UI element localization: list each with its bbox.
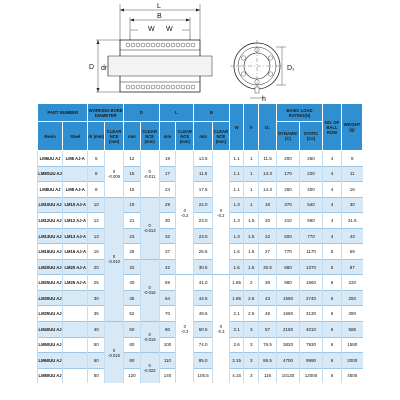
ring-distance-tolerance: 0 -0.2 [213, 151, 230, 275]
ring-distance: 26.5 [194, 244, 213, 260]
slot-height: 1.5 [244, 244, 259, 260]
weight: 2000 [341, 353, 362, 369]
header-dr-mm: dr (mm) [88, 122, 105, 151]
groove-diameter: 116 [259, 368, 277, 383]
static-load: 260 [300, 151, 323, 167]
ball-rows: 4 [323, 197, 342, 213]
bore-diameter: 13 [88, 228, 105, 244]
outer-diameter-tolerance: 0 -0.016 [140, 259, 159, 321]
header-W: W [229, 104, 244, 151]
length: 30 [159, 213, 176, 229]
table-row [38, 322, 363, 338]
dynamic-load: 10130 [276, 368, 299, 383]
dynamic-load: 860 [276, 259, 299, 275]
part-number-steel [63, 337, 88, 353]
ring-distance: 60.5 [194, 322, 213, 338]
dynamic-load: 980 [276, 275, 299, 291]
part-number-steel [63, 306, 88, 322]
ring-distance: 23.0 [194, 228, 213, 244]
part-number-resin: LM60UU AJ [38, 353, 63, 369]
length: 19 [159, 151, 176, 167]
part-number-steel: LM6 AJ-A [63, 151, 88, 167]
table-row [38, 337, 363, 353]
weight: 87 [341, 259, 362, 275]
outer-diameter: 15 [123, 166, 140, 182]
header-D: D [123, 104, 159, 122]
dynamic-load: 770 [276, 244, 299, 260]
outer-diameter-tolerance: 0 -0.019 [140, 322, 159, 353]
part-number-resin: LM40UU AJ [38, 322, 63, 338]
groove-diameter: 86.5 [259, 353, 277, 369]
header-D1: D₁ [259, 104, 277, 151]
header-B-mm: mm [194, 122, 213, 151]
table-row [38, 259, 363, 275]
length: 24 [159, 182, 176, 198]
weight: 69 [341, 244, 362, 260]
length: 42 [159, 259, 176, 275]
header-part-number: PART NUMBER [38, 104, 88, 122]
bore-diameter: 25 [88, 275, 105, 291]
table-row [38, 213, 363, 229]
ring-distance: 17.5 [194, 182, 213, 198]
dim-label-dr: dr [101, 65, 108, 72]
ball-rows: 4 [323, 151, 342, 167]
bore-diameter: 8 [88, 166, 105, 182]
header-basic-load: BASIC LOAD RATING(N) [276, 104, 322, 122]
part-number-steel: LM12 AJ-A [63, 213, 88, 229]
slot-height: 1 [244, 151, 259, 167]
part-number-resin: LM35UU AJ [38, 306, 63, 322]
dim-label-L: L [157, 3, 161, 10]
weight: 585 [341, 322, 362, 338]
length: 140 [159, 368, 176, 383]
bore-diameter: 20 [88, 259, 105, 275]
ball-rows: 6 [323, 306, 342, 322]
part-number-resin: LM12UU AJ [38, 213, 63, 229]
ball-rows: 4 [323, 166, 342, 182]
table-row [38, 306, 363, 322]
outer-diameter: 23 [123, 228, 140, 244]
part-number-resin: LM20UU AJ [38, 259, 63, 275]
ball-rows: 6 [323, 275, 342, 291]
outer-diameter-tolerance: 0 -0.022 [140, 353, 159, 384]
part-number-steel: LM13 AJ-A [63, 228, 88, 244]
dynamic-load: 260 [276, 182, 299, 198]
groove-diameter: 27 [259, 244, 277, 260]
bore-diameter: 40 [88, 322, 105, 338]
static-load: 1170 [300, 244, 323, 260]
weight: 30 [341, 197, 362, 213]
dynamic-load: 2150 [276, 322, 299, 338]
groove-width: 4.15 [229, 368, 244, 383]
spec-table [37, 103, 363, 383]
part-number-resin: LM13UU AJ [38, 228, 63, 244]
ball-rows: 4 [323, 228, 342, 244]
slot-height: 2.5 [244, 290, 259, 306]
dimension-B [130, 13, 190, 34]
ring-distance: 105.5 [194, 368, 213, 383]
dimension-L [120, 3, 200, 40]
groove-width: 1.3 [229, 228, 244, 244]
table-row [38, 151, 363, 167]
weight: 220 [341, 275, 362, 291]
ring-distance-tolerance: 0 -0.3 [213, 275, 230, 383]
dim-label-D1: D₁ [287, 65, 295, 72]
header-static: STATIC (Co) [300, 122, 323, 151]
weight: 250 [341, 290, 362, 306]
length: 64 [159, 290, 176, 306]
table-row [38, 368, 363, 383]
part-number-resin: LM80UU AJ [38, 368, 63, 383]
spec-table-body [38, 151, 363, 384]
outer-diameter: 40 [123, 275, 140, 291]
weight: 43 [341, 228, 362, 244]
dynamic-load: 170 [276, 166, 299, 182]
part-number-steel: LM16 AJ-A [63, 244, 88, 260]
ring-distance: 74.0 [194, 337, 213, 353]
spec-table-container [37, 103, 363, 397]
length: 32 [159, 228, 176, 244]
header-L-clearance: CLEAR NCE (mm) [176, 122, 194, 151]
length: 37 [159, 244, 176, 260]
table-row [38, 166, 363, 182]
bore-diameter: 35 [88, 306, 105, 322]
outer-diameter: 60 [123, 322, 140, 338]
outer-diameter: 15 [123, 182, 140, 198]
part-number-steel: LM10 AJ-A [63, 197, 88, 213]
ball-rows: 6 [323, 353, 342, 369]
dynamic-load: 4700 [276, 353, 299, 369]
part-number-steel [63, 166, 88, 182]
header-L-mm: mm [159, 122, 176, 151]
header-steel: Steel [63, 122, 88, 151]
weight: 16 [341, 182, 362, 198]
ball-rows: 6 [323, 322, 342, 338]
slot-height: 1 [244, 166, 259, 182]
groove-diameter: 11.5 [259, 151, 277, 167]
groove-width: 1.3 [229, 197, 244, 213]
part-number-resin: LM30UU AJ [38, 290, 63, 306]
header-ball-rows: NO. OF BALL ROW [323, 104, 342, 151]
ring-distance: 44.5 [194, 290, 213, 306]
ring-distance: 11.5 [194, 166, 213, 182]
dynamic-load: 370 [276, 197, 299, 213]
slot-height: 3 [244, 368, 259, 383]
slot-height: 1.5 [244, 259, 259, 275]
table-row [38, 244, 363, 260]
bore-diameter: 80 [88, 368, 105, 383]
groove-diameter: 43 [259, 290, 277, 306]
slot-height: 1 [244, 182, 259, 198]
part-number-steel [63, 353, 88, 369]
header-B: B [194, 104, 230, 122]
ring-distance: 23.0 [194, 213, 213, 229]
dim-label-W-right: W [166, 26, 173, 33]
weight: 1580 [341, 337, 362, 353]
table-row [38, 275, 363, 291]
table-row [38, 228, 363, 244]
dim-label-B: B [157, 13, 162, 20]
part-number-resin: LM16UU AJ [38, 244, 63, 260]
header-B-clearance: CLEAR NCE (mm) [213, 122, 230, 151]
bore-diameter: 30 [88, 290, 105, 306]
slot-height: 3 [244, 337, 259, 353]
groove-diameter: 49 [259, 306, 277, 322]
part-number-resin: LM10UU AJ [38, 197, 63, 213]
ring-distance: 85.0 [194, 353, 213, 369]
part-number-steel: LM8 AJ-A [63, 182, 88, 198]
static-load: 220 [300, 166, 323, 182]
dimension-W [130, 26, 190, 33]
outer-diameter: 21 [123, 213, 140, 229]
dynamic-load: 1560 [276, 290, 299, 306]
length-tolerance: 0 -0.3 [176, 275, 194, 383]
outer-diameter: 120 [123, 368, 140, 383]
ball-rows: 5 [323, 259, 342, 275]
length: 17 [159, 166, 176, 182]
outer-diameter-tolerance: 0 -0.011 [140, 151, 159, 198]
static-load: 4010 [300, 322, 323, 338]
static-load: 12000 [300, 368, 323, 383]
groove-diameter: 14.3 [259, 182, 277, 198]
groove-width: 2.6 [229, 337, 244, 353]
length: 59 [159, 275, 176, 291]
bore-tolerance: 0 -0.015 [105, 322, 124, 384]
groove-diameter: 22 [259, 228, 277, 244]
bore-diameter: 16 [88, 244, 105, 260]
outer-diameter: 45 [123, 290, 140, 306]
dynamic-load: 3820 [276, 337, 299, 353]
ball-rows: 6 [323, 368, 342, 383]
slot-height: 1 [244, 197, 259, 213]
bearing-side-view [108, 34, 212, 92]
outer-diameter: 32 [123, 259, 140, 275]
header-D-clearance: CLEAR NCE (mm) [140, 122, 159, 151]
bore-tolerance: 0 -0.009 [105, 151, 124, 198]
ring-distance: 13.5 [194, 151, 213, 167]
groove-width: 1.6 [229, 259, 244, 275]
part-number-resin: LM50UU AJ [38, 337, 63, 353]
length: 80 [159, 322, 176, 338]
slot-height: 2 [244, 275, 259, 291]
bearing-schematic [0, 0, 400, 102]
part-number-resin: LM25UU AJ [38, 275, 63, 291]
ball-rows: 6 [323, 290, 342, 306]
bore-diameter: 60 [88, 353, 105, 369]
slot-height: 3 [244, 353, 259, 369]
part-number-steel: LM20 AJ-A [63, 259, 88, 275]
ball-rows: 4 [323, 213, 342, 229]
outer-diameter: 28 [123, 244, 140, 260]
slot-height: 2.5 [244, 306, 259, 322]
header-dynamic: DYNAMIC (C) [276, 122, 299, 151]
groove-diameter: 38 [259, 275, 277, 291]
table-row [38, 197, 363, 213]
groove-diameter: 20 [259, 213, 277, 229]
outer-diameter: 12 [123, 151, 140, 167]
groove-diameter: 14.3 [259, 166, 277, 182]
groove-width: 1.85 [229, 275, 244, 291]
weight: 8 [341, 151, 362, 167]
header-L: L [159, 104, 194, 122]
slot-height: 3 [244, 322, 259, 338]
dim-label-W-left: W [148, 26, 155, 33]
groove-width: 1.3 [229, 213, 244, 229]
header-dr-clearance: CLEAR NCE (mm) [105, 122, 124, 151]
header-D-mm: mm [123, 122, 140, 151]
groove-width: 1.6 [229, 244, 244, 260]
groove-width: 1.1 [229, 151, 244, 167]
part-number-resin: LM8SUU AJ [38, 166, 63, 182]
header-h: h [244, 104, 259, 151]
header-resin: Resin [38, 122, 63, 151]
dynamic-load: 500 [276, 228, 299, 244]
static-load: 9990 [300, 353, 323, 369]
groove-diameter: 76.5 [259, 337, 277, 353]
slot-height: 1.5 [244, 213, 259, 229]
outer-diameter: 90 [123, 353, 140, 369]
ball-rows: 6 [323, 337, 342, 353]
bore-tolerance: 0 -0.010 [105, 197, 124, 321]
groove-width: 1.1 [229, 182, 244, 198]
length: 29 [159, 197, 176, 213]
dim-label-D: D [89, 64, 95, 71]
length-tolerance: 0 -0.2 [176, 151, 194, 275]
groove-width: 2.1 [229, 306, 244, 322]
ring-distance: 30.5 [194, 259, 213, 275]
static-load: 1370 [300, 259, 323, 275]
dynamic-load: 1660 [276, 306, 299, 322]
static-load: 400 [300, 182, 323, 198]
part-number-resin: LM6UU AJ [38, 151, 63, 167]
dynamic-load: 200 [276, 151, 299, 167]
outer-diameter: 52 [123, 306, 140, 322]
static-load: 770 [300, 228, 323, 244]
length: 110 [159, 353, 176, 369]
bore-diameter: 12 [88, 213, 105, 229]
groove-diameter: 18 [259, 197, 277, 213]
static-load: 590 [300, 213, 323, 229]
groove-diameter: 57 [259, 322, 277, 338]
bore-diameter: 8 [88, 182, 105, 198]
groove-width: 1.85 [229, 290, 244, 306]
weight: 390 [341, 306, 362, 322]
table-row [38, 182, 363, 198]
ring-distance: 49.5 [194, 306, 213, 322]
outer-diameter-tolerance: 0 -0.013 [140, 197, 159, 259]
part-number-steel: LM25 AJ-A [63, 275, 88, 291]
part-number-steel [63, 290, 88, 306]
groove-diameter: 30.5 [259, 259, 277, 275]
header-working-bore: WORKING BORE DIAMETER [88, 104, 124, 122]
bearing-end-view [230, 40, 295, 102]
outer-diameter: 80 [123, 337, 140, 353]
bore-diameter: 10 [88, 197, 105, 213]
static-load: 1560 [300, 275, 323, 291]
static-load: 3130 [300, 306, 323, 322]
table-row [38, 290, 363, 306]
dynamic-load: 410 [276, 213, 299, 229]
part-number-resin: LM8UU AJ [38, 182, 63, 198]
length: 70 [159, 306, 176, 322]
static-load: 540 [300, 197, 323, 213]
dimension-dr [101, 56, 108, 76]
bore-diameter: 50 [88, 337, 105, 353]
part-number-steel [63, 368, 88, 383]
table-row [38, 353, 363, 369]
ball-rows: 5 [323, 244, 342, 260]
weight: 31.5 [341, 213, 362, 229]
groove-width: 3.15 [229, 353, 244, 369]
weight: 11 [341, 166, 362, 182]
ring-distance: 41.0 [194, 275, 213, 291]
slot-height: 1.5 [244, 228, 259, 244]
groove-width: 1.1 [229, 166, 244, 182]
bore-diameter: 6 [88, 151, 105, 167]
outer-diameter: 19 [123, 197, 140, 213]
weight: 4500 [341, 368, 362, 383]
static-load: 7930 [300, 337, 323, 353]
ring-distance: 22.0 [194, 197, 213, 213]
groove-width: 2.1 [229, 322, 244, 338]
ball-rows: 4 [323, 182, 342, 198]
part-number-steel [63, 322, 88, 338]
dim-label-h: h [262, 96, 266, 102]
length: 100 [159, 337, 176, 353]
header-weight: WEIGHT (g) [341, 104, 362, 151]
static-load: 2740 [300, 290, 323, 306]
bearing-drawing [0, 0, 400, 102]
